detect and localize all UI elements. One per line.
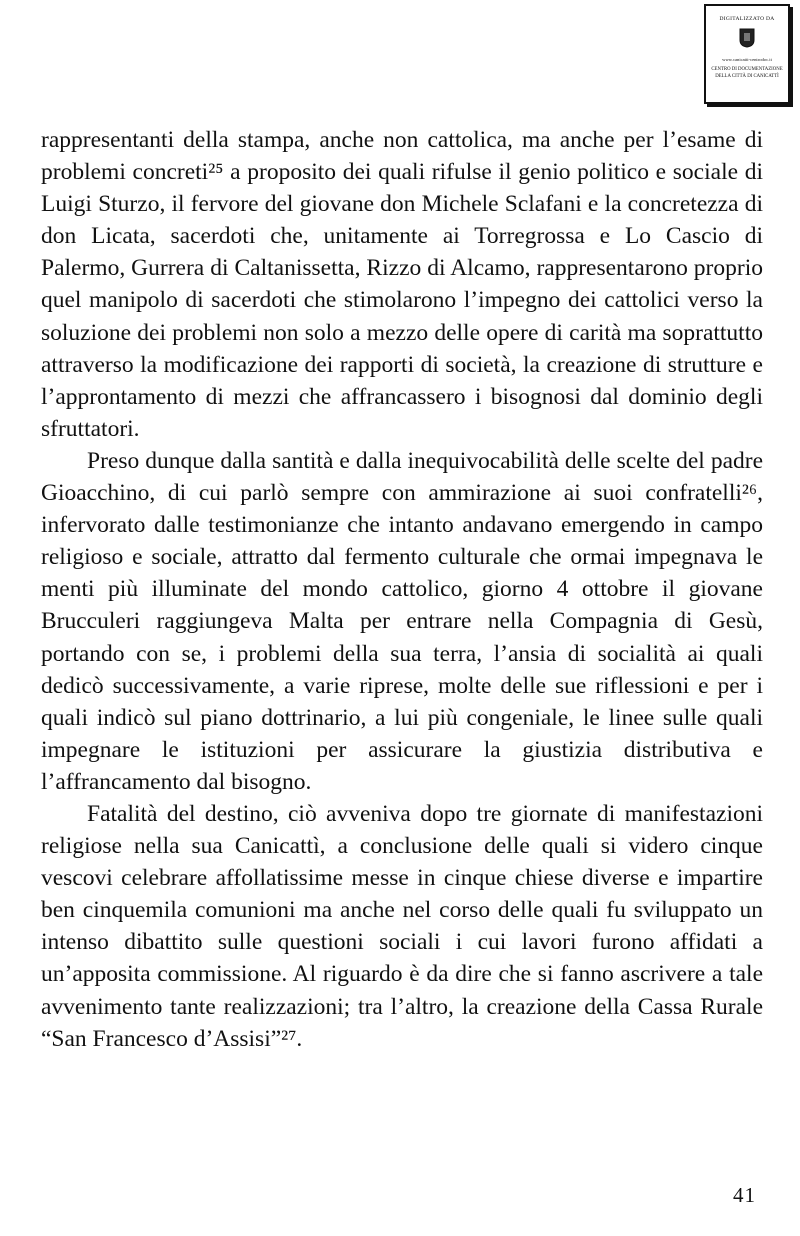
stamp-city: DELLA CITTÀ DI CANICATTÌ (715, 74, 779, 79)
digitization-stamp (704, 4, 790, 104)
paragraph-1: rappresentanti della stampa, anche non cattolica, ma anche per l’esame di problemi concreti²⁵ a proposito dei quali rifulse il genio politico e sociale di Luigi Sturzo, il fervore del giovane don Michele Sclafani e la concretezza di don Licata, sacerdoti che, unitamente ai Torregrossa e Lo Cascio di Palermo, Gurrera di Caltanissetta, Rizzo di Alcamo, rappresentarono proprio quel manipolo di sacerdoti che stimolarono l’impegno dei cattolici verso la soluzione dei problemi non solo a mezzo delle opere di carità ma soprattutto attraverso la modificazione dei rapporti di società, la creazione di strutture e l’approntamento di mezzi che affrancassero i bisognosi dal dominio degli sfruttatori. (41, 127, 763, 442)
page-number: 41 (733, 1183, 756, 1207)
paragraph-2: Preso dunque dalla santità e dalla inequivocabilità delle scelte del padre Gioacchino, di cui parlò sempre con ammirazione ai suoi confratelli²⁶, infervorato dalle testimonianze che intanto andavano emergendo in campo religioso e sociale, attratto dal fermento culturale che ormai impegnava le menti più illuminate del mondo cattolico, giorno 4 ottobre il giovane Brucculeri raggiungeva Malta per entrare nella Compagnia di Gesù, portando con se, i problemi della sua terra, l’ansia di socialità ai quali dedicò successivamente, a varie riprese, molte delle sue riflessioni e per i quali indicò sul piano dottrinario, a lui più congeniale, le linee sulle quali impegnare le istituzioni per assicurare la giustizia distributiva e l’affrancamento dal bisogno. (41, 447, 763, 795)
city-crest-icon (739, 28, 755, 48)
stamp-url: www.canicatti-centrodoc.it (722, 57, 772, 62)
stamp-top-text: DIGITALIZZATO DA (719, 16, 775, 22)
body-text (41, 124, 763, 1055)
paragraph-3: Fatalità del destino, ciò avveniva dopo tre giornate di manifestazioni religiose nella sua Canicattì, a conclusione delle quali si videro cinque vescovi celebrare affollatissime messe in cinque chiese diverse e impartire ben cinquemila comunioni ma anche nel corso delle quali fu sviluppato un intenso dibattito sulle questioni sociali i cui lavori furono affidati a un’apposita commissione. Al riguardo è da dire che si fanno ascrivere a tale avvenimento tante realizzazioni; tra l’altro, la creazione della Cassa Rurale “San Francesco d’Assisi”²⁷. (41, 800, 763, 1052)
stamp-center-name: CENTRO DI DOCUMENTAZIONE (711, 67, 783, 72)
